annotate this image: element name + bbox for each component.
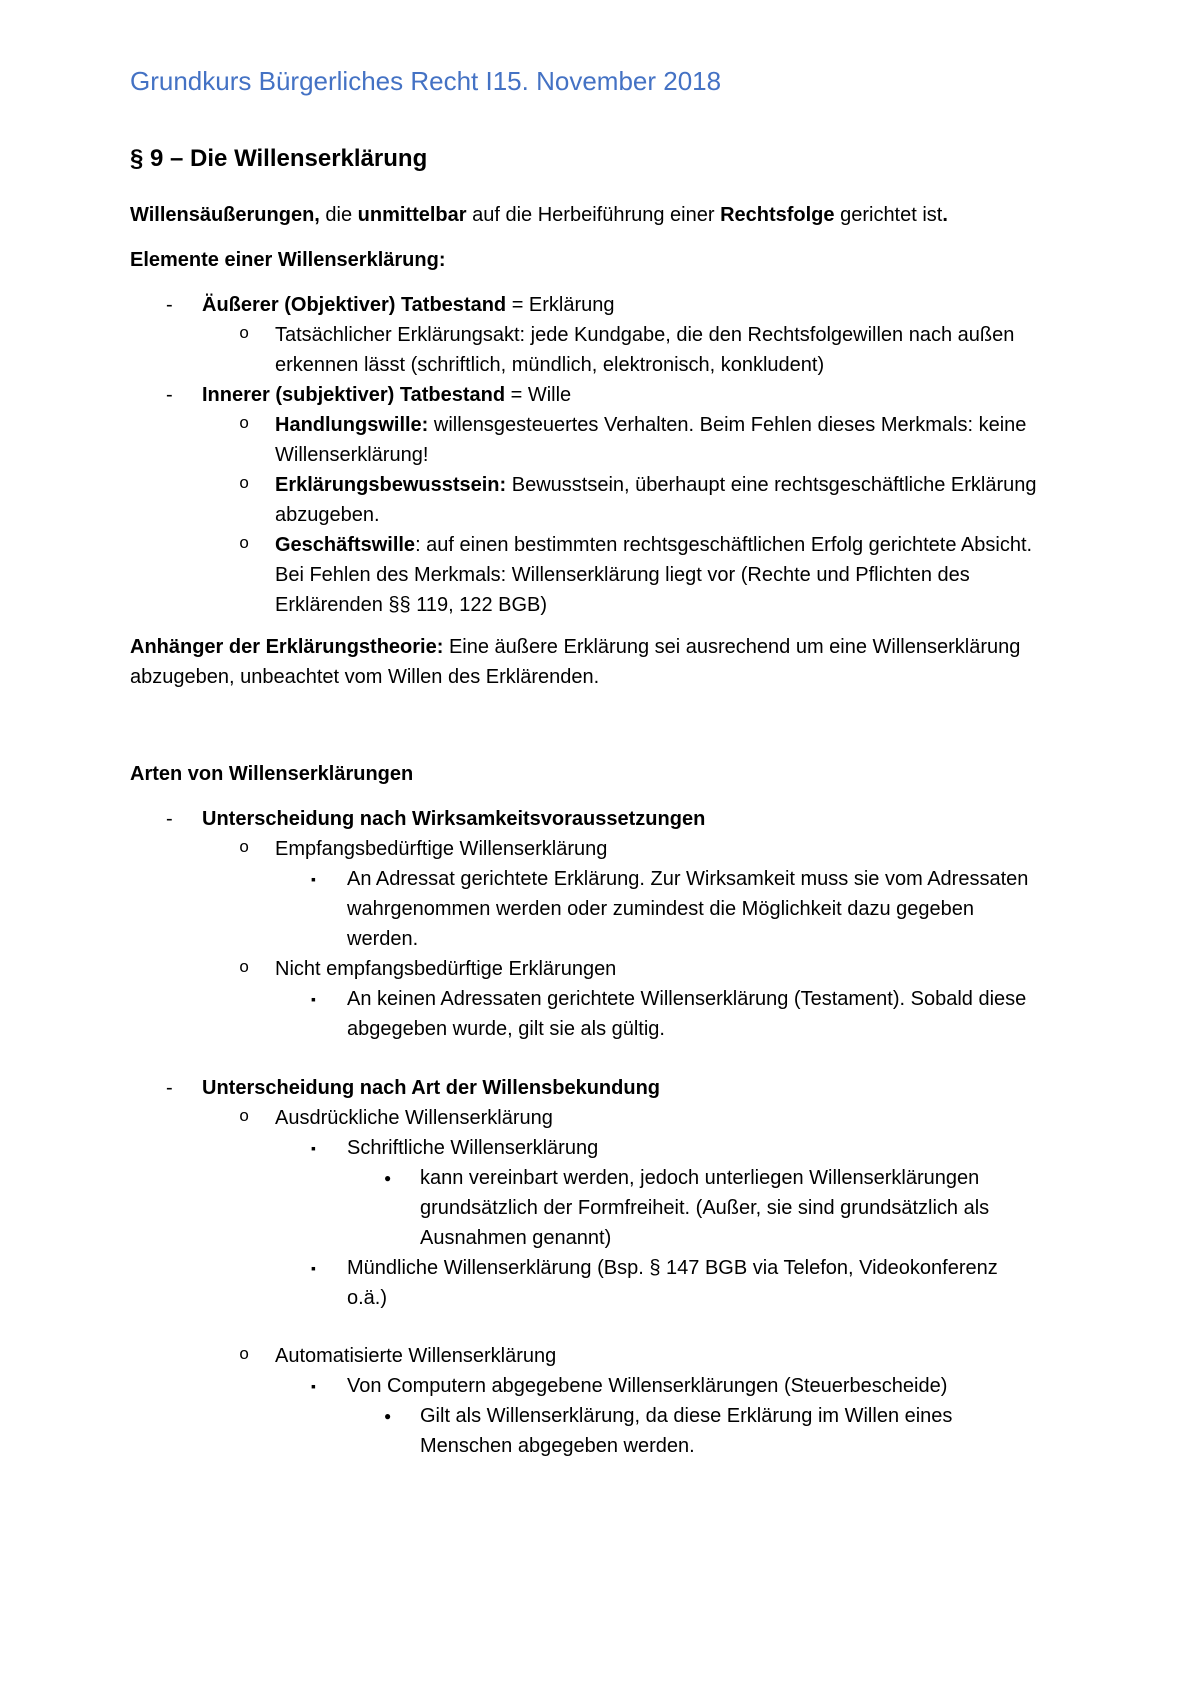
list-item-level-4 — [130, 1163, 1145, 1253]
bold-text-run: Unterscheidung nach Wirksamkeitsvoraussetzungen — [202, 808, 706, 830]
text-run: Menschen abgegeben werden. — [420, 1435, 695, 1457]
text-run: Empfangsbedürftige Willenserklärung — [275, 838, 608, 860]
text-run: Automatisierte Willenserklärung — [275, 1345, 557, 1367]
circle-bullet-icon: o — [239, 415, 250, 434]
bold-text-run: . — [942, 204, 948, 226]
text-run: Willenserklärung! — [275, 444, 429, 466]
text-line — [420, 1163, 1145, 1193]
list-item-level-2 — [130, 1103, 1145, 1133]
circle-bullet-icon: o — [239, 839, 250, 858]
bold-text-run: Arten von Willenserklärungen — [130, 763, 414, 785]
text-run: An keinen Adressaten gerichtete Willenserklärung (Testament). Sobald diese — [347, 988, 1027, 1010]
text-run: willensgesteuertes Verhalten. Beim Fehlen dieses Merkmals: keine — [428, 414, 1027, 436]
section-heading: § 9 – Die Willenserklärung — [130, 145, 428, 172]
dash-bullet-icon: - — [166, 294, 173, 316]
text-line — [130, 200, 1145, 230]
square-bullet-icon: ▪ — [311, 871, 316, 887]
list-item-level-1 — [130, 1073, 1145, 1103]
course-title: Grundkurs Bürgerliches Recht I — [130, 66, 493, 96]
bold-text-run: Äußerer (Objektiver) Tatbestand — [202, 294, 507, 316]
text-run: Erklärenden §§ 119, 122 BGB) — [275, 594, 548, 616]
dash-bullet-icon: - — [166, 808, 173, 830]
list-item-level-4 — [130, 1401, 1145, 1461]
square-bullet-icon: ▪ — [311, 1378, 316, 1394]
list-item-level-2 — [130, 954, 1145, 984]
bold-text-run: Anhänger der Erklärungstheorie: — [130, 636, 444, 658]
text-run: Mündliche Willenserklärung (Bsp. § 147 BGB via Telefon, Videokonferenz — [347, 1257, 998, 1279]
bold-text-run: Rechtsfolge — [720, 204, 835, 226]
text-run: gerichtet ist — [834, 204, 943, 226]
text-line — [275, 560, 1145, 590]
vertical-spacer — [130, 1044, 1145, 1073]
circle-bullet-icon: o — [239, 535, 250, 554]
circle-bullet-icon: o — [239, 1108, 250, 1127]
list-item-level-2 — [130, 410, 1145, 470]
list-item-level-3 — [130, 1133, 1145, 1163]
text-line — [275, 1103, 1145, 1133]
text-line — [347, 1014, 1145, 1044]
paragraph — [130, 200, 1145, 230]
text-line — [347, 1371, 1145, 1401]
paragraph — [130, 759, 1145, 789]
text-run: Nicht empfangsbedürftige Erklärungen — [275, 958, 617, 980]
square-bullet-icon: ▪ — [311, 991, 316, 1007]
text-line — [130, 662, 1145, 692]
bold-text-run: Innerer (subjektiver) Tatbestand — [202, 384, 506, 406]
text-run: erkennen lässt (schriftlich, mündlich, elektronisch, konkludent) — [275, 354, 825, 376]
list-item-level-1 — [130, 290, 1145, 320]
list-item-level-3 — [130, 984, 1145, 1044]
circle-bullet-icon: o — [239, 475, 250, 494]
text-run: Eine äußere Erklärung sei ausrechend um eine Willenserklärung — [443, 636, 1021, 658]
text-line — [420, 1431, 1145, 1461]
text-run: Bei Fehlen des Merkmals: Willenserklärung liegt vor (Rechte und Pflichten des — [275, 564, 970, 586]
document-date: 15. November 2018 — [492, 66, 722, 96]
bold-text-run: Willensäußerungen, — [130, 204, 320, 226]
bold-text-run: Erklärungsbewusstsein: — [275, 474, 507, 496]
text-run: die — [319, 204, 358, 226]
list-item-level-2 — [130, 834, 1145, 864]
dot-bullet-icon: ● — [384, 1409, 392, 1423]
list-item-level-2 — [130, 530, 1145, 620]
circle-bullet-icon: o — [239, 325, 250, 344]
text-line — [275, 1341, 1145, 1371]
text-line — [347, 894, 1145, 924]
text-line — [347, 864, 1145, 894]
text-run: abzugeben. — [275, 504, 380, 526]
list-item-level-1 — [130, 804, 1145, 834]
text-line — [275, 350, 1145, 380]
circle-bullet-icon: o — [239, 1346, 250, 1365]
text-run: Ausnahmen genannt) — [420, 1227, 612, 1249]
text-line — [130, 245, 1145, 275]
text-run: auf die Herbeiführung einer — [466, 204, 721, 226]
vertical-spacer — [130, 707, 1145, 759]
bold-text-run: Unterscheidung nach Art der Willensbekundung — [202, 1077, 661, 1099]
text-line — [275, 530, 1145, 560]
text-line — [202, 380, 1145, 410]
text-run: Tatsächlicher Erklärungsakt: jede Kundgabe, die den Rechtsfolgewillen nach außen — [275, 324, 1015, 346]
text-run: abgegeben wurde, gilt sie als gültig. — [347, 1018, 665, 1040]
text-run: Von Computern abgegebene Willenserklärungen (Steuerbescheide) — [347, 1375, 948, 1397]
text-run: : auf einen bestimmten rechtsgeschäftlichen Erfolg gerichtete Absicht. — [415, 534, 1033, 556]
text-line — [275, 470, 1145, 500]
list-item-level-3 — [130, 864, 1145, 954]
bold-text-run: unmittelbar — [357, 204, 467, 226]
text-run: kann vereinbart werden, jedoch unterliegen Willenserklärungen — [420, 1167, 980, 1189]
square-bullet-icon: ▪ — [311, 1140, 316, 1156]
document-title — [130, 64, 1145, 98]
text-run: o.ä.) — [347, 1287, 388, 1309]
text-line — [420, 1401, 1145, 1431]
text-line — [420, 1223, 1145, 1253]
text-line — [420, 1193, 1145, 1223]
square-bullet-icon: ▪ — [311, 1260, 316, 1276]
text-line — [275, 440, 1145, 470]
text-line — [130, 759, 1145, 789]
text-line — [275, 320, 1145, 350]
list-item-level-3 — [130, 1371, 1145, 1401]
dot-bullet-icon: ● — [384, 1171, 392, 1185]
text-run: wahrgenommen werden oder zumindest die Möglichkeit dazu gegeben — [347, 898, 975, 920]
text-line — [275, 500, 1145, 530]
text-run: Gilt als Willenserklärung, da diese Erklärung im Willen eines — [420, 1405, 953, 1427]
bold-text-run: Handlungswille: — [275, 414, 429, 436]
text-line — [130, 632, 1145, 662]
text-run: werden. — [347, 928, 419, 950]
dash-bullet-icon: - — [166, 384, 173, 406]
circle-bullet-icon: o — [239, 959, 250, 978]
text-run: An Adressat gerichtete Erklärung. Zur Wirksamkeit muss sie vom Adressaten — [347, 868, 1029, 890]
text-line — [347, 1283, 1145, 1313]
text-line — [275, 834, 1145, 864]
text-run: Bewusstsein, überhaupt eine rechtsgeschäftliche Erklärung — [506, 474, 1037, 496]
vertical-spacer — [130, 620, 1145, 632]
text-run: = Wille — [505, 384, 572, 406]
document-body — [130, 200, 1145, 1461]
list-item-level-2 — [130, 470, 1145, 530]
text-line — [275, 410, 1145, 440]
text-run: Ausdrückliche Willenserklärung — [275, 1107, 553, 1129]
text-line — [347, 1133, 1145, 1163]
list-item-level-2 — [130, 320, 1145, 380]
text-run: Schriftliche Willenserklärung — [347, 1137, 599, 1159]
paragraph — [130, 632, 1145, 692]
text-run: abzugeben, unbeachtet vom Willen des Erklärenden. — [130, 666, 600, 688]
text-run: grundsätzlich der Formfreiheit. (Außer, sie sind grundsätzlich als — [420, 1197, 990, 1219]
list-item-level-3 — [130, 1253, 1145, 1313]
dash-bullet-icon: - — [166, 1077, 173, 1099]
text-line — [347, 1253, 1145, 1283]
bold-text-run: Elemente einer Willenserklärung: — [130, 249, 446, 271]
text-line — [202, 1073, 1145, 1103]
text-line — [347, 984, 1145, 1014]
text-line — [347, 924, 1145, 954]
text-line — [202, 804, 1145, 834]
paragraph — [130, 245, 1145, 275]
list-item-level-2 — [130, 1341, 1145, 1371]
bold-text-run: Geschäftswille — [275, 534, 416, 556]
text-line — [275, 954, 1145, 984]
text-line — [202, 290, 1145, 320]
list-item-level-1 — [130, 380, 1145, 410]
text-run: = Erklärung — [506, 294, 615, 316]
vertical-spacer — [130, 1313, 1145, 1341]
text-line — [275, 590, 1145, 620]
